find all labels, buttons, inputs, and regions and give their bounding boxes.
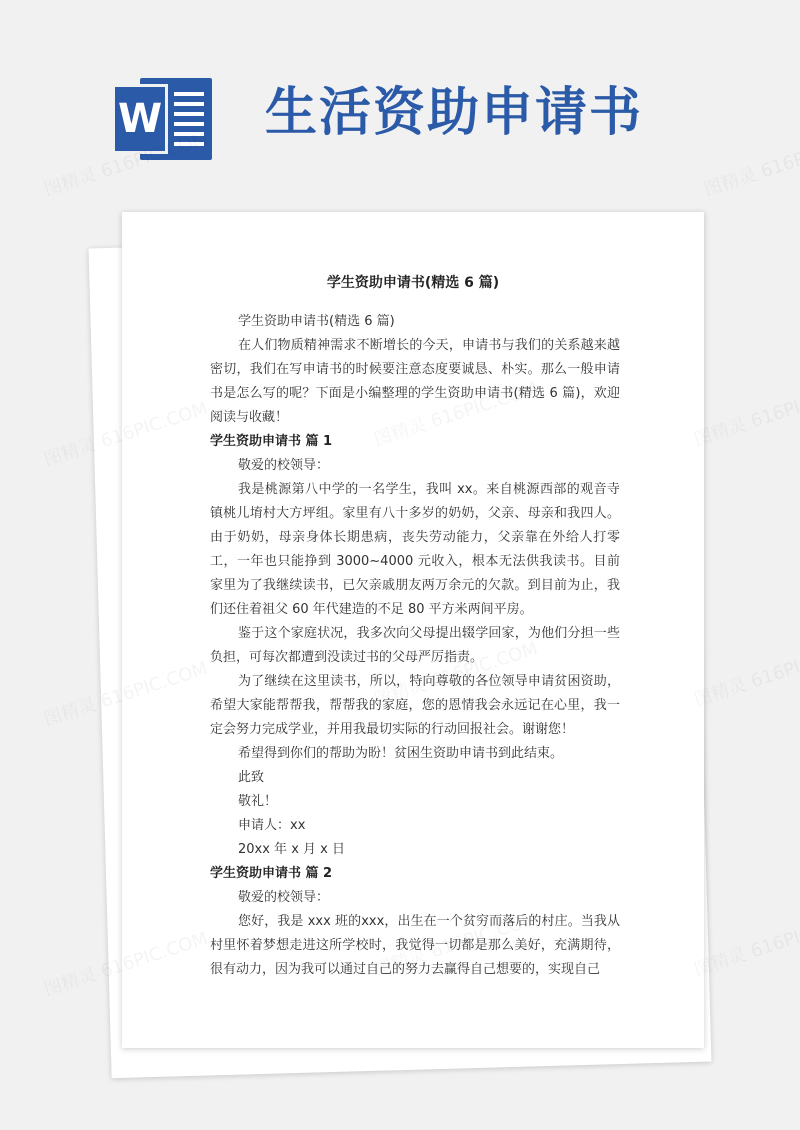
watermark: [690, 374, 800, 452]
word-line: [174, 102, 204, 106]
paragraph: 敬爱的校领导：: [238, 458, 330, 473]
closing-line: 此致: [238, 770, 265, 785]
paragraph: 为了继续在这里读书，所以，特向尊敬的各位领导申请贫困资助，希望大家能帮帮我，帮帮我的家庭，您的恩情我会永远记在心里，我一定会努力完成学业，并用我最切实际的行动回报社会。谢谢您！: [210, 674, 620, 737]
banner: [0, 0, 800, 200]
section-heading: 学生资助申请书 篇 2: [210, 866, 333, 881]
document-body: [210, 310, 620, 982]
paragraph: 您好，我是 xxx 班的xxx，出生在一个贫穷而落后的村庄。当我从村里怀着梦想走进这所学校时，我觉得一切都是那么美好，充满期待，很有动力，因为我可以通过自己的努力去赢得自己想要的，实现自己: [210, 914, 620, 977]
banner-title: 生活资助申请书: [265, 83, 644, 143]
document-title: 学生资助申请书(精选 6 篇): [326, 275, 500, 291]
document-page: [122, 212, 704, 1048]
word-line: [174, 142, 204, 146]
closing-line: 申请人：xx: [238, 818, 306, 833]
paragraph: 鉴于这个家庭状况，我多次向父母提出辍学回家，为他们分担一些负担，可每次都遭到没读过书的父母严厉指责。: [210, 626, 620, 665]
word-line: [174, 112, 204, 116]
watermark: [690, 634, 800, 712]
closing-line: 希望得到你们的帮助为盼！贫困生资助申请书到此结束。: [238, 746, 564, 761]
word-line: [174, 122, 204, 126]
paragraph: 学生资助申请书(精选 6 篇): [238, 314, 395, 329]
word-letter-badge: W: [112, 84, 168, 154]
word-line: [174, 132, 204, 136]
word-line: [174, 92, 204, 96]
paragraph: 在人们物质精神需求不断增长的今天，申请书与我们的关系越来越密切，我们在写申请书的时候要注意态度要诚恳、朴实。那么一般申请书是怎么写的呢？下面是小编整理的学生资助申请书(精选 6 篇)，欢迎阅读与收藏！: [210, 338, 620, 425]
section-heading: 学生资助申请书 篇 1: [210, 434, 333, 449]
paragraph: 我是桃源第八中学的一名学生，我叫 xx。来自桃源西部的观音寺镇桃儿堉村大方坪组。家里有八十多岁的奶奶，父亲、母亲和我四人。由于奶奶，母亲身体长期患病，丧失劳动能力，父亲靠在外给人打零工，一年也只能挣到 3000~4000 元收入，根本无法供我读书。目前家里为了我继续读书，已欠亲戚朋友两万余元的欠款。到目前为止，我们还住着祖父 60 年代建造的不足 80 平方米两间平房。: [210, 482, 620, 617]
closing-line: 敬礼！: [238, 794, 278, 809]
closing-line: 20xx 年 x 月 x 日: [238, 842, 345, 857]
word-icon: [112, 78, 212, 160]
paragraph: 敬爱的校领导：: [238, 890, 330, 905]
